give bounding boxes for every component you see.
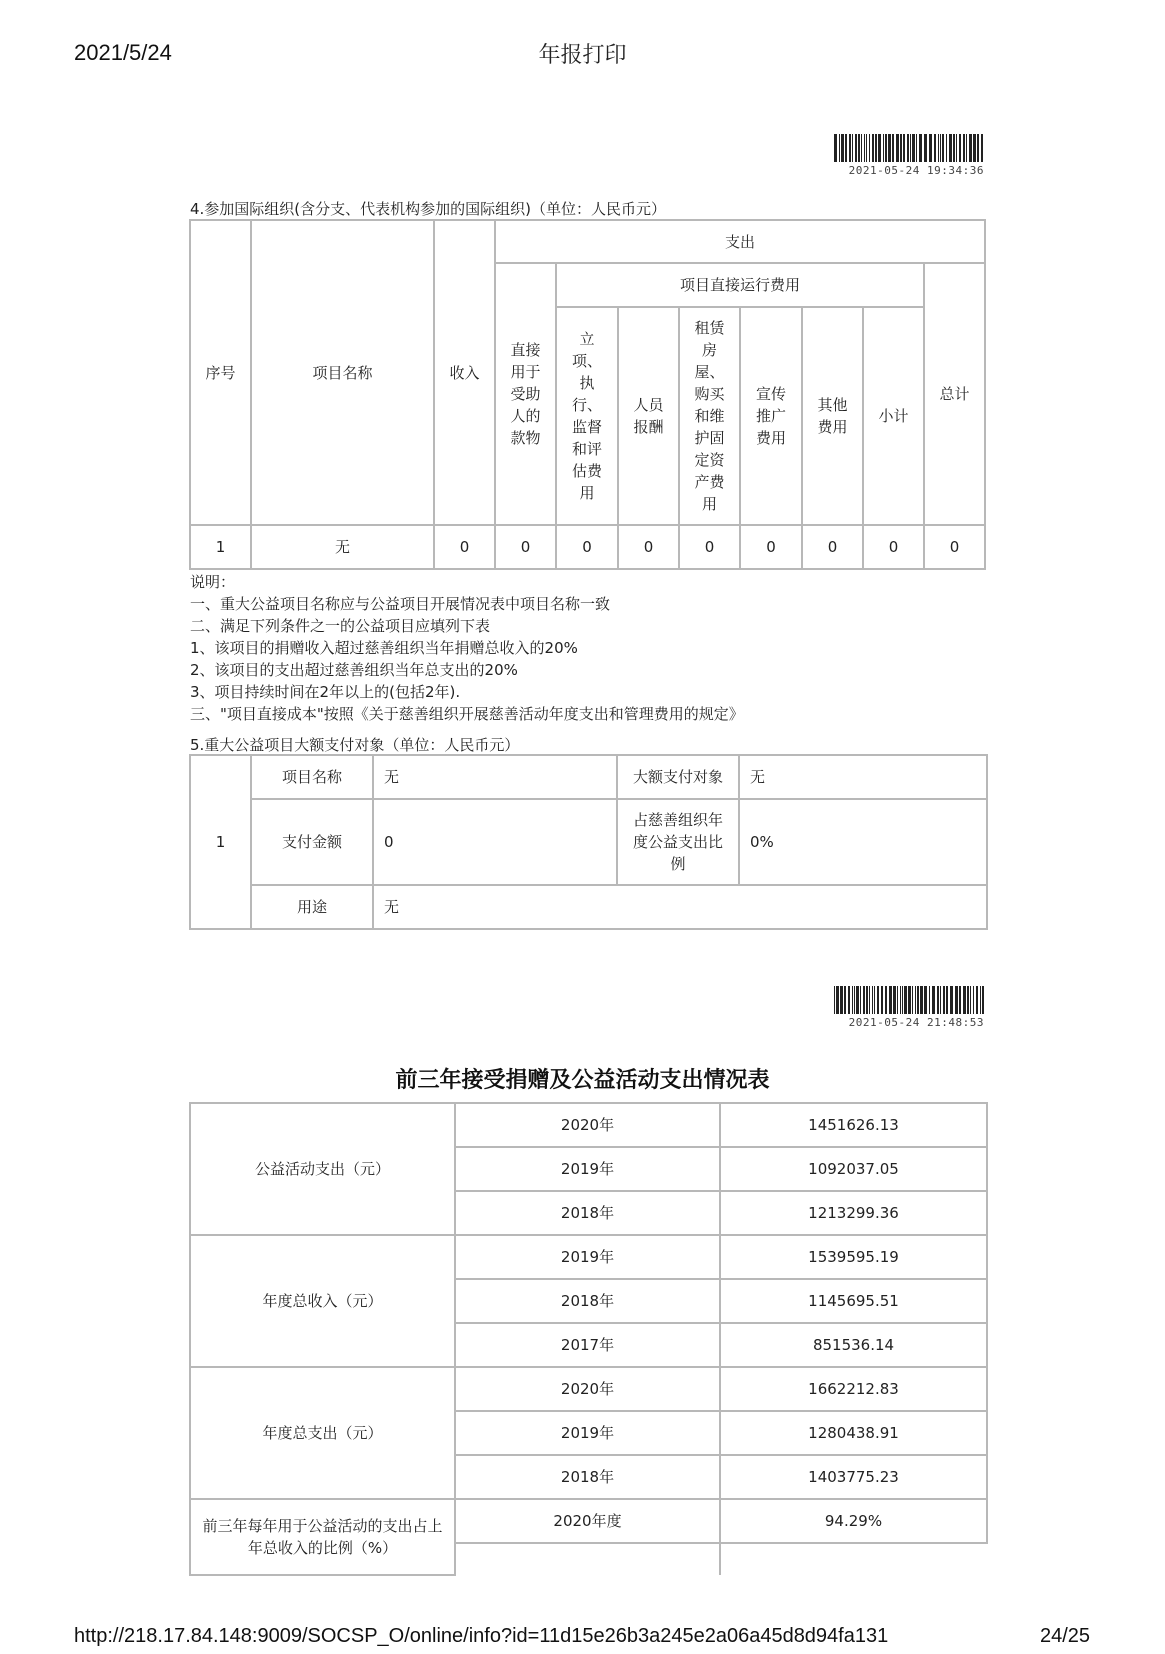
barcode-bar xyxy=(852,986,853,1014)
barcode-2-timestamp: 2021-05-24 21:48:53 xyxy=(848,1016,984,1029)
amount-cell: 1662212.83 xyxy=(720,1367,987,1411)
barcode-bar xyxy=(967,986,969,1014)
section-5-title: 5.重大公益项目大额支付对象（单位：人民币元） xyxy=(190,736,520,754)
year-cell: 2018年 xyxy=(455,1279,720,1323)
usage-label: 用途 xyxy=(251,885,373,929)
barcode-bar xyxy=(874,986,875,1014)
amount-cell: 1451626.13 xyxy=(720,1103,987,1147)
barcode-bar xyxy=(976,986,978,1014)
barcode-bar xyxy=(872,134,874,162)
barcode-bar xyxy=(938,134,939,162)
barcode-bar xyxy=(892,134,894,162)
barcode-bar xyxy=(908,986,911,1014)
year-cell: 2017年 xyxy=(455,1323,720,1367)
payment-seq: 1 xyxy=(190,755,251,929)
year-cell: 2018年 xyxy=(455,1191,720,1235)
barcode-bar xyxy=(836,986,839,1014)
barcode-bar xyxy=(897,986,898,1014)
amount-cell: 851536.14 xyxy=(720,1323,987,1367)
page-number: 24/25 xyxy=(1040,1625,1091,1647)
page-url: http://218.17.84.148:9009/SOCSP_O/online/info?id=11d15e26b3a245e2a06a45d8d94fa131 xyxy=(74,1625,889,1647)
barcode-bar xyxy=(955,986,958,1014)
barcode-bar xyxy=(973,134,976,162)
barcode-bar xyxy=(919,134,922,162)
barcode-bar xyxy=(963,134,965,162)
barcode-bar xyxy=(943,986,945,1014)
barcode-2 xyxy=(834,986,988,1014)
barcode-bar xyxy=(932,986,935,1014)
group-label-charity-expense: 公益活动支出（元） xyxy=(190,1103,455,1235)
barcode-bar xyxy=(946,134,947,162)
barcode-bar xyxy=(877,986,879,1014)
year-cell: 2019年 xyxy=(455,1147,720,1191)
barcode-bar xyxy=(896,134,899,162)
barcode-bar xyxy=(973,986,974,1014)
note-line: 一、重大公益项目名称应与公益项目开展情况表中项目名称一致 xyxy=(190,595,611,613)
barcode-bar xyxy=(841,134,844,162)
barcode-bar xyxy=(885,134,887,162)
year-cell: 2018年 xyxy=(455,1455,720,1499)
barcode-bar xyxy=(966,134,967,162)
barcode-bar xyxy=(872,986,873,1014)
large-payment-table xyxy=(189,754,988,930)
empty-cell xyxy=(720,1543,987,1575)
barcode-bar xyxy=(885,986,887,1014)
barcode-bar xyxy=(861,134,862,162)
barcode-bar xyxy=(956,134,957,162)
barcode-bar xyxy=(869,986,870,1014)
barcode-bar xyxy=(834,986,835,1014)
barcode-bar xyxy=(869,134,870,162)
barcode-bar xyxy=(917,986,919,1014)
col-header-staff: 人员 报酬 xyxy=(618,307,679,525)
table-row xyxy=(190,1367,987,1411)
year-cell: 2019年 xyxy=(455,1411,720,1455)
barcode-bar xyxy=(854,986,855,1014)
barcode-bar xyxy=(950,986,953,1014)
usage-value: 无 xyxy=(373,885,987,929)
barcode-bar xyxy=(982,986,984,1014)
cell-setup-eval: 0 xyxy=(556,525,618,569)
barcode-bar xyxy=(942,134,944,162)
barcode-bar xyxy=(858,134,860,162)
col-header-subtotal: 小计 xyxy=(863,307,924,525)
barcode-bar xyxy=(845,134,847,162)
ratio-group-label: 前三年每年用于公益活动的支出占上年总收入的比例（%） xyxy=(190,1499,455,1575)
cell-seq: 1 xyxy=(190,525,251,569)
note-line: 三、"项目直接成本"按照《关于慈善组织开展慈善活动年度支出和管理费用的规定》 xyxy=(190,705,744,723)
col-header-other: 其他 费用 xyxy=(802,307,863,525)
amount-cell: 1280438.91 xyxy=(720,1411,987,1455)
barcode-bar xyxy=(963,986,966,1014)
col-header-project-name: 项目名称 xyxy=(251,220,434,525)
col-header-seq: 序号 xyxy=(190,220,251,525)
barcode-bar xyxy=(866,134,867,162)
amount-cell: 94.29% xyxy=(720,1499,987,1543)
barcode-bar xyxy=(915,986,916,1014)
barcode-bar xyxy=(912,986,913,1014)
year-cell: 2020年 xyxy=(455,1367,720,1411)
barcode-bar xyxy=(849,134,851,162)
barcode-bar xyxy=(855,134,857,162)
barcode-bar xyxy=(949,134,952,162)
barcode-bar xyxy=(848,986,850,1014)
note-line: 2、该项目的支出超过慈善组织当年总支出的20% xyxy=(190,661,518,679)
empty-cell xyxy=(455,1543,720,1575)
international-org-table xyxy=(189,219,986,570)
barcode-bar xyxy=(940,986,941,1014)
barcode-bar xyxy=(834,134,837,162)
col-header-rent-assets: 租赁 房 屋、 购买 和维 护固 定资 产费 用 xyxy=(679,307,740,525)
cell-rent-assets: 0 xyxy=(679,525,740,569)
summary-title: 前三年接受捐赠及公益活动支出情况表 xyxy=(395,1068,770,1093)
cell-promo: 0 xyxy=(740,525,802,569)
project-name-label: 项目名称 xyxy=(251,755,373,799)
year-cell: 2020年 xyxy=(455,1103,720,1147)
barcode-1-timestamp: 2021-05-24 19:34:36 xyxy=(848,164,984,177)
barcode-bar xyxy=(940,134,941,162)
barcode-bar xyxy=(889,986,892,1014)
amount-cell: 1092037.05 xyxy=(720,1147,987,1191)
barcode-bar xyxy=(903,134,905,162)
barcode-bar xyxy=(864,134,865,162)
col-header-op-cost: 项目直接运行费用 xyxy=(556,263,924,307)
barcode-bar xyxy=(878,134,881,162)
barcode-bar xyxy=(912,134,915,162)
cell-direct-aid: 0 xyxy=(495,525,556,569)
barcode-bar xyxy=(981,134,983,162)
table-row xyxy=(190,1499,987,1543)
barcode-bar xyxy=(863,986,865,1014)
barcode-bar xyxy=(959,134,961,162)
amount-value: 0 xyxy=(373,799,617,885)
barcode-bar xyxy=(970,986,971,1014)
payee-label: 大额支付对象 xyxy=(617,755,739,799)
cell-other: 0 xyxy=(802,525,863,569)
group-label-total-income: 年度总收入（元） xyxy=(190,1235,455,1367)
amount-cell: 1145695.51 xyxy=(720,1279,987,1323)
barcode-bar xyxy=(881,986,883,1014)
year-cell: 2020年度 xyxy=(455,1499,720,1543)
table-row xyxy=(190,525,985,569)
barcode-bar xyxy=(860,986,861,1014)
barcode-bar xyxy=(937,986,939,1014)
barcode-bar xyxy=(929,986,930,1014)
barcode-1 xyxy=(834,134,988,162)
ratio-label: 占慈善组织年 度公益支出比 例 xyxy=(617,799,739,885)
barcode-bar xyxy=(946,986,948,1014)
barcode-bar xyxy=(920,986,923,1014)
group-label-total-expense: 年度总支出（元） xyxy=(190,1367,455,1499)
note-line: 二、满足下列条件之一的公益项目应填列下表 xyxy=(190,617,491,635)
notes-block xyxy=(190,571,744,725)
project-name-value: 无 xyxy=(373,755,617,799)
cell-staff: 0 xyxy=(618,525,679,569)
barcode-bar xyxy=(959,986,961,1014)
amount-cell: 1403775.23 xyxy=(720,1455,987,1499)
note-line: 1、该项目的捐赠收入超过慈善组织当年捐赠总收入的20% xyxy=(190,639,578,657)
cell-subtotal: 0 xyxy=(863,525,924,569)
ratio-value: 0% xyxy=(739,799,987,885)
barcode-bar xyxy=(904,986,907,1014)
barcode-bar xyxy=(852,134,853,162)
barcode-bar xyxy=(910,134,911,162)
barcode-bar xyxy=(980,986,981,1014)
print-date: 2021/5/24 xyxy=(74,40,172,65)
year-cell: 2019年 xyxy=(455,1235,720,1279)
barcode-bar xyxy=(856,986,859,1014)
col-header-expense: 支出 xyxy=(495,220,985,263)
barcode-bar xyxy=(840,986,843,1014)
cell-income: 0 xyxy=(434,525,495,569)
barcode-bar xyxy=(888,134,891,162)
barcode-bar xyxy=(839,134,840,162)
barcode-bar xyxy=(969,134,972,162)
table-row xyxy=(190,1103,987,1147)
barcode-bar xyxy=(977,134,979,162)
barcode-bar xyxy=(924,986,927,1014)
cell-project-name: 无 xyxy=(251,525,434,569)
col-header-setup-eval: 立 项、 执 行、 监督 和评 估费 用 xyxy=(556,307,618,525)
barcode-bar xyxy=(902,986,903,1014)
col-header-total: 总计 xyxy=(924,263,985,525)
payee-value: 无 xyxy=(739,755,987,799)
col-header-direct-aid: 直接 用于 受助 人的 款物 xyxy=(495,263,556,525)
amount-cell: 1213299.36 xyxy=(720,1191,987,1235)
barcode-bar xyxy=(875,134,877,162)
col-header-promo: 宣传 推广 费用 xyxy=(740,307,802,525)
note-line: 说明： xyxy=(190,573,236,591)
amount-cell: 1539595.19 xyxy=(720,1235,987,1279)
section-4-title: 4.参加国际组织(含分支、代表机构参加的国际组织)（单位：人民币元） xyxy=(190,200,667,218)
barcode-bar xyxy=(883,134,884,162)
three-year-summary-table xyxy=(189,1102,988,1576)
barcode-bar xyxy=(924,134,927,162)
amount-label: 支付金额 xyxy=(251,799,373,885)
note-line: 3、项目持续时间在2年以上的(包括2年). xyxy=(190,683,461,701)
barcode-bar xyxy=(916,134,917,162)
table-row xyxy=(190,1235,987,1279)
barcode-bar xyxy=(900,986,901,1014)
barcode-bar xyxy=(893,986,896,1014)
barcode-bar xyxy=(907,134,909,162)
page-header-title: 年报打印 xyxy=(538,43,627,68)
col-header-income: 收入 xyxy=(434,220,495,525)
barcode-bar xyxy=(844,986,846,1014)
barcode-bar xyxy=(953,134,955,162)
barcode-bar xyxy=(929,134,932,162)
barcode-bar xyxy=(866,986,868,1014)
barcode-bar xyxy=(934,134,936,162)
barcode-bar xyxy=(900,134,902,162)
cell-total: 0 xyxy=(924,525,985,569)
